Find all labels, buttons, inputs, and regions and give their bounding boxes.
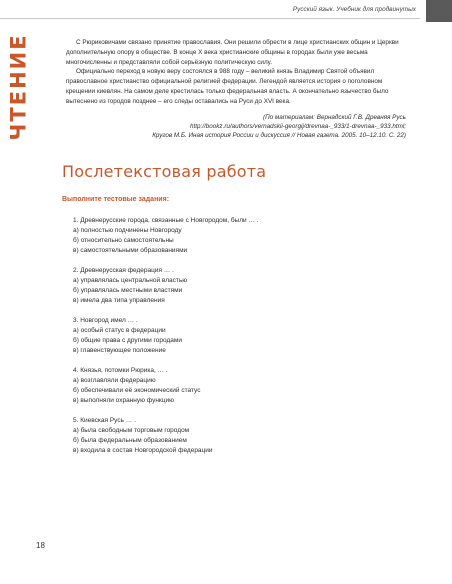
question-text: 3. Новгород имел … . [73,317,138,324]
source-citation [76,114,406,140]
answer-option: в) имела два типа управления [73,297,165,304]
question [73,266,373,306]
answer-option: а) была свободным торговым городом [73,427,190,434]
question-text: 4. Князья, потомки Рюрика, … . [73,367,168,374]
citation-line: (По материалам: Вернадский Г.В. Древняя Русь [262,114,406,121]
instructions-heading: Выполните тестовые задания: [62,196,170,203]
question-list [73,216,373,466]
answer-option: б) была федеральным образованием [73,437,187,444]
answer-option: в) главенствующее положение [73,347,166,354]
answer-option: в) входила в состав Новгородской федерации [73,447,213,454]
question [73,416,373,456]
citation-line: Кругов М.Б. Иная история России и дискуссия // Новая газета. 2005. 10–12.10. С. 22) [152,131,406,139]
page-number: 18 [36,541,45,550]
answer-option: а) особый статус в федерации [73,327,166,334]
answer-option: в) самостоятельными образованиями [73,247,188,254]
answer-option: б) относительно самостоятельны [73,237,174,244]
question-text: 5. Киевская Русь … . [73,417,136,424]
question-text: 2. Древнерусская федерация … . [73,267,174,274]
citation-line: http://bookz.ru/authors/vernadskii-georgij/drevnaa-_933/1-drevnaa-_933.html; [190,122,406,130]
running-head: Русский язык. Учебник для продвинутых [292,6,416,13]
answer-option: а) управлялась центральной властью [73,277,188,284]
paragraph: Официально переход в новую веру состоялся в 988 году – великий князь Владимир Святой объявил православное христианство официальной религией федерации. Легендой является история о поголовном крещении киевлян. На самом деле крестилась только федеральная власть. А окончательно язычество было вытеснено из городов позднее – его следы оставались на Руси до XVI века. [66,68,389,105]
answer-option: б) управлялась местными властями [73,287,183,294]
paragraph: С Рюриковичами связано принятие православия. Они решили обрести в лице христианских общин и Церкви дополнительную опору в обществе. В конце X века христианские общины в городах были уже весьма многочисленны и представляли собой серьёзную политическую силу. [66,39,399,66]
side-section-label [4,32,34,142]
question [73,316,373,356]
answer-option: б) обеспечивали её экономический статус [73,387,201,394]
answer-option: а) возглавляли федерацию [73,377,156,384]
body-text [66,38,402,107]
question [73,366,373,406]
header-rule [0,18,420,19]
side-label-text: ЧТЕНИЕ [7,33,32,141]
answer-option: в) выполняли охранную функцию [73,397,174,404]
corner-tab [426,0,452,22]
answer-option: а) полностью подчинены Новгороду [73,227,182,234]
section-title: Послетекстовая работа [62,162,267,181]
question-text: 1. Древнерусские города, связанные с Новгородом, были … . [73,217,259,224]
question [73,216,373,256]
answer-option: б) общие права с другими городами [73,337,182,344]
